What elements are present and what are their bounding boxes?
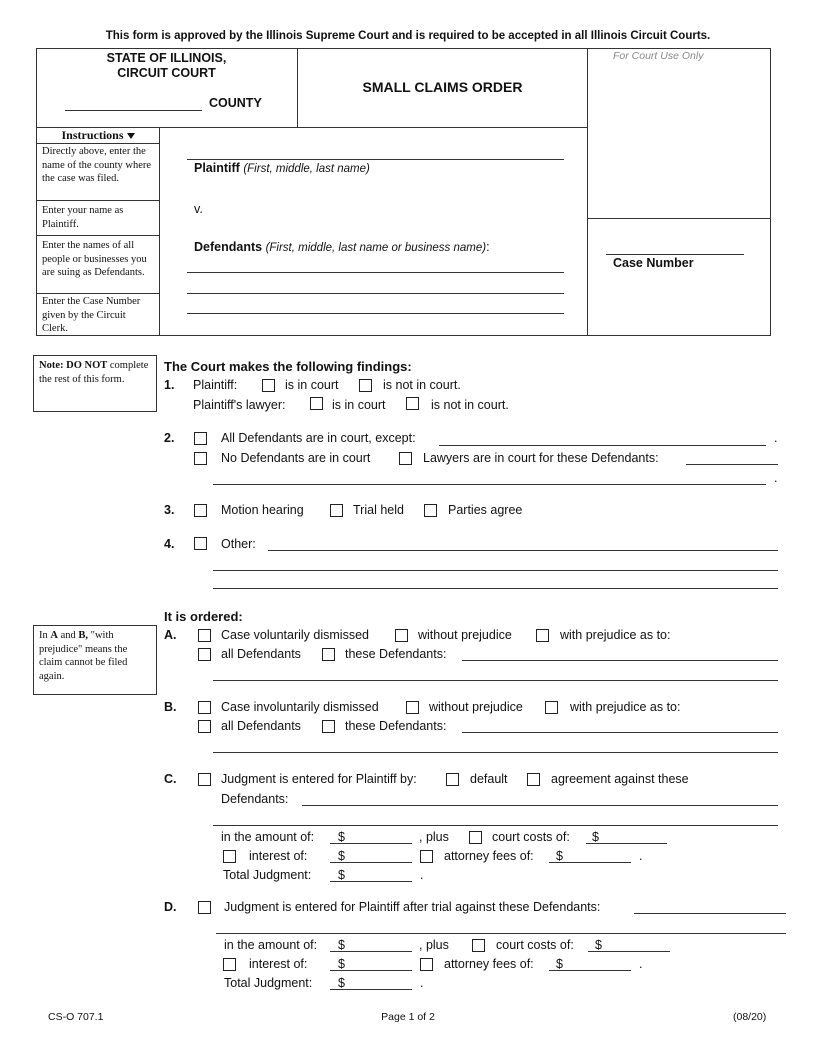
instruction-county: Directly above, enter the name of the county where the case was filed. (42, 146, 152, 184)
item-letter-b: B. (164, 700, 177, 714)
period: . (774, 471, 778, 485)
item-number-1: 1. (164, 378, 175, 392)
dollar-sign: $ (592, 830, 599, 844)
c-plus-label: , plus (419, 830, 449, 844)
lawyer-in-court-checkbox[interactable] (310, 397, 323, 410)
b-without-prejudice-checkbox[interactable] (406, 701, 419, 714)
b-all-defendants-checkbox[interactable] (198, 720, 211, 733)
d-plus-label: , plus (419, 938, 449, 952)
do-not-note: Note: DO NOT complete the rest of this form. (33, 355, 157, 412)
c-defendants-input-2[interactable] (213, 825, 778, 826)
d-interest-input[interactable] (330, 970, 412, 971)
instruction-case-number: Enter the Case Number given by the Circuit Clerk. (42, 296, 141, 334)
b-with-prejudice-checkbox[interactable] (545, 701, 558, 714)
no-defendants-in-court-label: No Defendants are in court (221, 451, 371, 465)
period: . (639, 957, 643, 971)
dollar-sign: $ (338, 868, 345, 882)
other-input-2[interactable] (213, 570, 778, 571)
d-total-label: Total Judgment: (224, 976, 313, 990)
approval-note: This form is approved by the Illinois Supreme Court and is required to be accepted in all Illinois Circuit Courts. (105, 30, 711, 42)
c-defendants-label: Defendants: (221, 792, 289, 806)
c-court-costs-checkbox[interactable] (469, 831, 482, 844)
judgment-after-trial-label: Judgment is entered for Plaintiff after trial against these Defendants: (224, 900, 601, 914)
c-court-costs-input[interactable] (586, 843, 667, 844)
plaintiff-in-court-checkbox[interactable] (262, 379, 275, 392)
form-title: SMALL CLAIMS ORDER (362, 79, 523, 95)
defendants-label: Defendants (First, middle, last name or business name): (194, 240, 490, 254)
dollar-sign: $ (338, 830, 345, 844)
b-these-defendants-checkbox[interactable] (322, 720, 335, 733)
d-defendants-input-2[interactable] (216, 933, 786, 934)
c-total-input[interactable] (330, 881, 412, 882)
parties-agree-label: Parties agree (448, 503, 523, 517)
b-all-defendants-label: all Defendants (221, 719, 301, 733)
other-input-1[interactable] (268, 550, 778, 551)
form-id: CS-O 707.1 (48, 1011, 104, 1023)
c-amount-input[interactable] (330, 843, 412, 844)
c-court-costs-label: court costs of: (492, 830, 570, 844)
dollar-sign: $ (338, 938, 345, 952)
a-defendants-input-2[interactable] (213, 680, 778, 681)
a-defendants-input-1[interactable] (462, 660, 778, 661)
a-with-prejudice-label: with prejudice as to: (560, 628, 671, 642)
c-total-label: Total Judgment: (223, 868, 312, 882)
period: . (420, 976, 424, 990)
a-these-defendants-label: these Defendants: (345, 647, 447, 661)
county-label: COUNTY (209, 96, 262, 110)
plaintiff-finding-label: Plaintiff: (193, 378, 238, 392)
d-court-costs-input[interactable] (588, 951, 670, 952)
dollar-sign: $ (338, 849, 345, 863)
a-without-prejudice-checkbox[interactable] (395, 629, 408, 642)
dollar-sign: $ (556, 957, 563, 971)
instructions-header[interactable]: Instructions (36, 128, 160, 143)
trial-held-label: Trial held (353, 503, 404, 517)
item-letter-d: D. (164, 900, 177, 914)
findings-heading: The Court makes the following findings: (164, 359, 412, 374)
involuntarily-dismissed-label: Case involuntarily dismissed (221, 700, 379, 714)
motion-hearing-checkbox[interactable] (194, 504, 207, 517)
lawyers-defendants-input-1[interactable] (686, 464, 778, 465)
dollar-sign: $ (338, 957, 345, 971)
d-attorney-fees-label: attorney fees of: (444, 957, 534, 971)
parties-agree-checkbox[interactable] (424, 504, 437, 517)
voluntarily-dismissed-checkbox[interactable] (198, 629, 211, 642)
defendants-input-2[interactable] (187, 293, 564, 294)
item-letter-a: A. (164, 628, 177, 642)
agreement-label: agreement against these (551, 772, 689, 786)
d-amount-input[interactable] (330, 951, 412, 952)
no-defendants-in-court-checkbox[interactable] (194, 452, 207, 465)
a-all-defendants-label: all Defendants (221, 647, 301, 661)
c-interest-label: interest of: (249, 849, 308, 863)
default-label: default (470, 772, 508, 786)
instruction-plaintiff: Enter your name as Plaintiff. (42, 205, 124, 230)
prejudice-note: In A and B, "with prejudice" means the claim cannot be filed again. (33, 625, 157, 695)
period: . (639, 849, 643, 863)
plaintiff-in-court-label: is in court (285, 378, 339, 392)
d-attorney-fees-checkbox[interactable] (420, 958, 433, 971)
county-input[interactable] (65, 110, 202, 111)
all-defendants-in-court-label: All Defendants are in court, except: (221, 431, 416, 445)
defendants-input-1[interactable] (187, 272, 564, 273)
a-all-defendants-checkbox[interactable] (198, 648, 211, 661)
state-title: STATE OF ILLINOIS, CIRCUIT COURT (106, 51, 227, 80)
defendants-input-3[interactable] (187, 313, 564, 314)
judgment-after-trial-checkbox[interactable] (198, 901, 211, 914)
involuntarily-dismissed-checkbox[interactable] (198, 701, 211, 714)
a-these-defendants-checkbox[interactable] (322, 648, 335, 661)
dollar-sign: $ (556, 849, 563, 863)
lawyer-not-in-court-label: is not in court. (431, 398, 509, 412)
period: . (774, 431, 778, 445)
agreement-checkbox[interactable] (527, 773, 540, 786)
b-these-defendants-label: these Defendants: (345, 719, 447, 733)
case-number-input[interactable] (606, 254, 744, 255)
case-number-label: Case Number (613, 256, 694, 270)
motion-hearing-label: Motion hearing (221, 503, 304, 517)
d-court-costs-label: court costs of: (496, 938, 574, 952)
lawyers-in-court-label: Lawyers are in court for these Defendants: (423, 451, 659, 465)
ordered-heading: It is ordered: (164, 609, 243, 624)
other-input-3[interactable] (213, 588, 778, 589)
judgment-by-label: Judgment is entered for Plaintiff by: (221, 772, 417, 786)
item-letter-c: C. (164, 772, 177, 786)
b-without-prejudice-label: without prejudice (429, 700, 523, 714)
c-interest-input[interactable] (330, 862, 412, 863)
plaintiffs-lawyer-label: Plaintiff's lawyer: (193, 398, 286, 412)
c-defendants-input-1[interactable] (302, 805, 778, 806)
item-number-3: 3. (164, 503, 175, 517)
lawyers-in-court-checkbox[interactable] (399, 452, 412, 465)
plaintiff-not-in-court-checkbox[interactable] (359, 379, 372, 392)
versus-label: v. (194, 202, 203, 216)
court-use-label: For Court Use Only (613, 50, 704, 62)
period: . (420, 868, 424, 882)
c-attorney-fees-input[interactable] (549, 862, 631, 863)
triangle-down-icon (127, 133, 135, 139)
except-input[interactable] (439, 445, 766, 446)
instruction-defendants: Enter the names of all people or businesses you are suing as Defendants. (42, 240, 147, 278)
lawyers-defendants-input-2[interactable] (213, 484, 766, 485)
other-checkbox[interactable] (194, 537, 207, 550)
d-total-input[interactable] (330, 989, 412, 990)
c-amount-label: in the amount of: (221, 830, 315, 844)
other-label: Other: (221, 537, 256, 551)
item-number-4: 4. (164, 537, 175, 551)
plaintiff-input[interactable] (187, 159, 564, 160)
d-amount-label: in the amount of: (224, 938, 318, 952)
page-number: Page 1 of 2 (381, 1011, 435, 1023)
d-interest-checkbox[interactable] (223, 958, 236, 971)
c-attorney-fees-checkbox[interactable] (420, 850, 433, 863)
b-defendants-input-1[interactable] (462, 732, 778, 733)
lawyer-not-in-court-checkbox[interactable] (406, 397, 419, 410)
judgment-by-checkbox[interactable] (198, 773, 211, 786)
plaintiff-label: Plaintiff (First, middle, last name) (194, 161, 370, 175)
d-interest-label: interest of: (249, 957, 308, 971)
voluntarily-dismissed-label: Case voluntarily dismissed (221, 628, 369, 642)
d-attorney-fees-input[interactable] (549, 970, 631, 971)
revision-date: (08/20) (733, 1011, 767, 1023)
item-number-2: 2. (164, 431, 175, 445)
dollar-sign: $ (338, 976, 345, 990)
d-court-costs-checkbox[interactable] (472, 939, 485, 952)
plaintiff-not-in-court-label: is not in court. (383, 378, 461, 392)
b-with-prejudice-label: with prejudice as to: (570, 700, 681, 714)
dollar-sign: $ (595, 938, 602, 952)
a-without-prejudice-label: without prejudice (418, 628, 512, 642)
trial-held-checkbox[interactable] (330, 504, 343, 517)
d-defendants-input-1[interactable] (634, 913, 786, 914)
c-attorney-fees-label: attorney fees of: (444, 849, 534, 863)
default-checkbox[interactable] (446, 773, 459, 786)
b-defendants-input-2[interactable] (213, 752, 778, 753)
lawyer-in-court-label: is in court (332, 398, 386, 412)
a-with-prejudice-checkbox[interactable] (536, 629, 549, 642)
c-interest-checkbox[interactable] (223, 850, 236, 863)
all-defendants-in-court-checkbox[interactable] (194, 432, 207, 445)
